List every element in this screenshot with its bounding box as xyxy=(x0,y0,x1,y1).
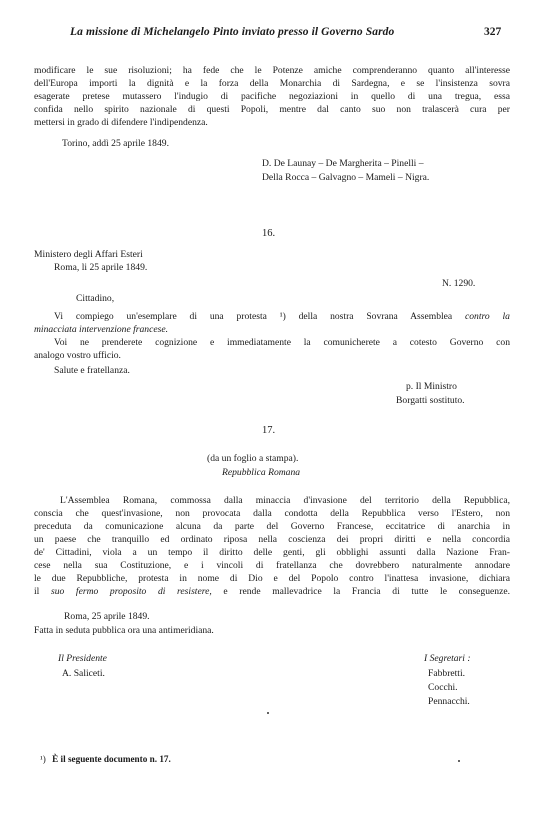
doc16-body-line-1-text: Vi compiego un'esemplare di una protesta ¹) della nostra Sovrana Assemblea xyxy=(54,311,453,322)
footnote-marker: ¹) xyxy=(40,754,46,764)
doc17-line-8-italic: suo fermo proposito di resistere, xyxy=(50,586,212,597)
doc15-line-1: modificare le sue risoluzioni; ha fede che le Potenze amiche comprenderanno quanto all'interesse xyxy=(34,65,510,76)
doc16-place-date: Roma, li 25 aprile 1849. xyxy=(54,262,148,273)
speck-mark xyxy=(458,760,460,762)
doc15-line-4: confida nello spirito nazionale di questi Popoli, mentre dal canto suo non tralascerà cura per xyxy=(34,104,510,115)
doc16-body-line-2: minacciata intervenzione francese. xyxy=(34,324,169,335)
doc16-signer-line-2: Borgatti sostituto. xyxy=(396,395,465,406)
doc17-secretary-2: Cocchi. xyxy=(428,682,458,693)
doc16-closing: Salute e fratellanza. xyxy=(54,365,130,376)
doc15-line-3: esagerate pretese mutassero l'indugio di pacifiche negoziazioni in quello di una tregua, essa xyxy=(34,91,510,102)
doc17-line-8 xyxy=(34,585,510,598)
doc17-number: 17. xyxy=(262,425,276,436)
doc15-signatories-line-1: D. De Launay – De Margherita – Pinelli – xyxy=(262,158,424,169)
doc17-president-title: Il Presidente xyxy=(58,653,107,664)
doc17-line-6: cese nella sua Costituzione, e i vincoli di fratellanza che dovrebbero naturalmente annodare xyxy=(34,560,510,571)
doc16-body-line-1-italic: contro la xyxy=(465,311,510,322)
doc16-signer-line-1: p. Il Ministro xyxy=(406,381,457,392)
doc17-line-4: un paese che tranquillo ed ordinato riposa nella coscienza dei propri diritti e nella concordia xyxy=(34,534,510,545)
doc17-line-8-prefix: il xyxy=(34,586,40,597)
doc17-line-8-suffix: e rende mallevadrice la Francia di tutte le conseguenze. xyxy=(223,586,510,597)
speck-mark xyxy=(267,712,269,714)
doc17-session-note: Fatta in seduta pubblica ora una antimeridiana. xyxy=(34,625,214,636)
doc17-president-name: A. Saliceti. xyxy=(62,668,105,679)
page-number: 327 xyxy=(484,26,502,38)
doc16-body-line-1 xyxy=(34,310,510,323)
doc15-line-5: mettersi in grado di difendere l'indipendenza. xyxy=(34,117,208,128)
doc17-heading: Repubblica Romana xyxy=(222,467,301,478)
doc16-salutation: Cittadino, xyxy=(76,293,115,304)
doc16-protocol-number: N. 1290. xyxy=(442,278,476,289)
running-header-title: La missione di Michelangelo Pinto inviato presso il Governo Sardo xyxy=(70,26,395,38)
doc16-ministry: Ministero degli Affari Esteri xyxy=(34,249,143,260)
doc17-place-date: Roma, 25 aprile 1849. xyxy=(64,611,150,622)
doc17-line-3: preceduta da comunicazione alcuna da parte del Governo Francese, eccitatrice di anarchia in xyxy=(34,521,510,532)
doc16-number: 16. xyxy=(262,228,276,239)
doc17-line-1: L'Assemblea Romana, commossa dalla minaccia d'invasione del territorio della Repubblica, xyxy=(60,495,510,506)
doc17-secretary-1: Fabbretti. xyxy=(428,668,466,679)
footnote xyxy=(40,753,171,766)
doc17-line-2: conscia che quest'invasione, non provocata dalla condotta della Repubblica verso l'Estero, non xyxy=(34,508,510,519)
doc17-secretary-3: Pennacchi. xyxy=(428,696,470,707)
doc15-signatories-line-2: Della Rocca – Galvagno – Mameli – Nigra. xyxy=(262,172,430,183)
doc15-place-date: Torino, addì 25 aprile 1849. xyxy=(62,138,169,149)
doc17-secretaries-title: I Segretari : xyxy=(424,653,471,664)
doc17-line-7: le due Repubbliche, protesta in nome di Dio e del Popolo contro l'inattesa invasione, dichiara xyxy=(34,573,510,584)
doc17-line-5: de' Cittadini, viola a un tempo il diritto delle genti, gli obblighi assunti dalla Nazione Fran- xyxy=(34,547,510,558)
doc17-source: (da un foglio a stampa). xyxy=(207,453,299,464)
doc16-body-line-4: analogo vostro ufficio. xyxy=(34,350,121,361)
doc16-body-line-3: Voi ne prenderete cognizione e immediatamente la comunicherete a cotesto Governo con xyxy=(54,337,510,348)
footnote-text: È il seguente documento n. 17. xyxy=(52,754,171,764)
doc15-line-2: dell'Europa importi la dignità e la forza della Monarchia di Sardegna, e se l'insistenza sovra xyxy=(34,78,510,89)
